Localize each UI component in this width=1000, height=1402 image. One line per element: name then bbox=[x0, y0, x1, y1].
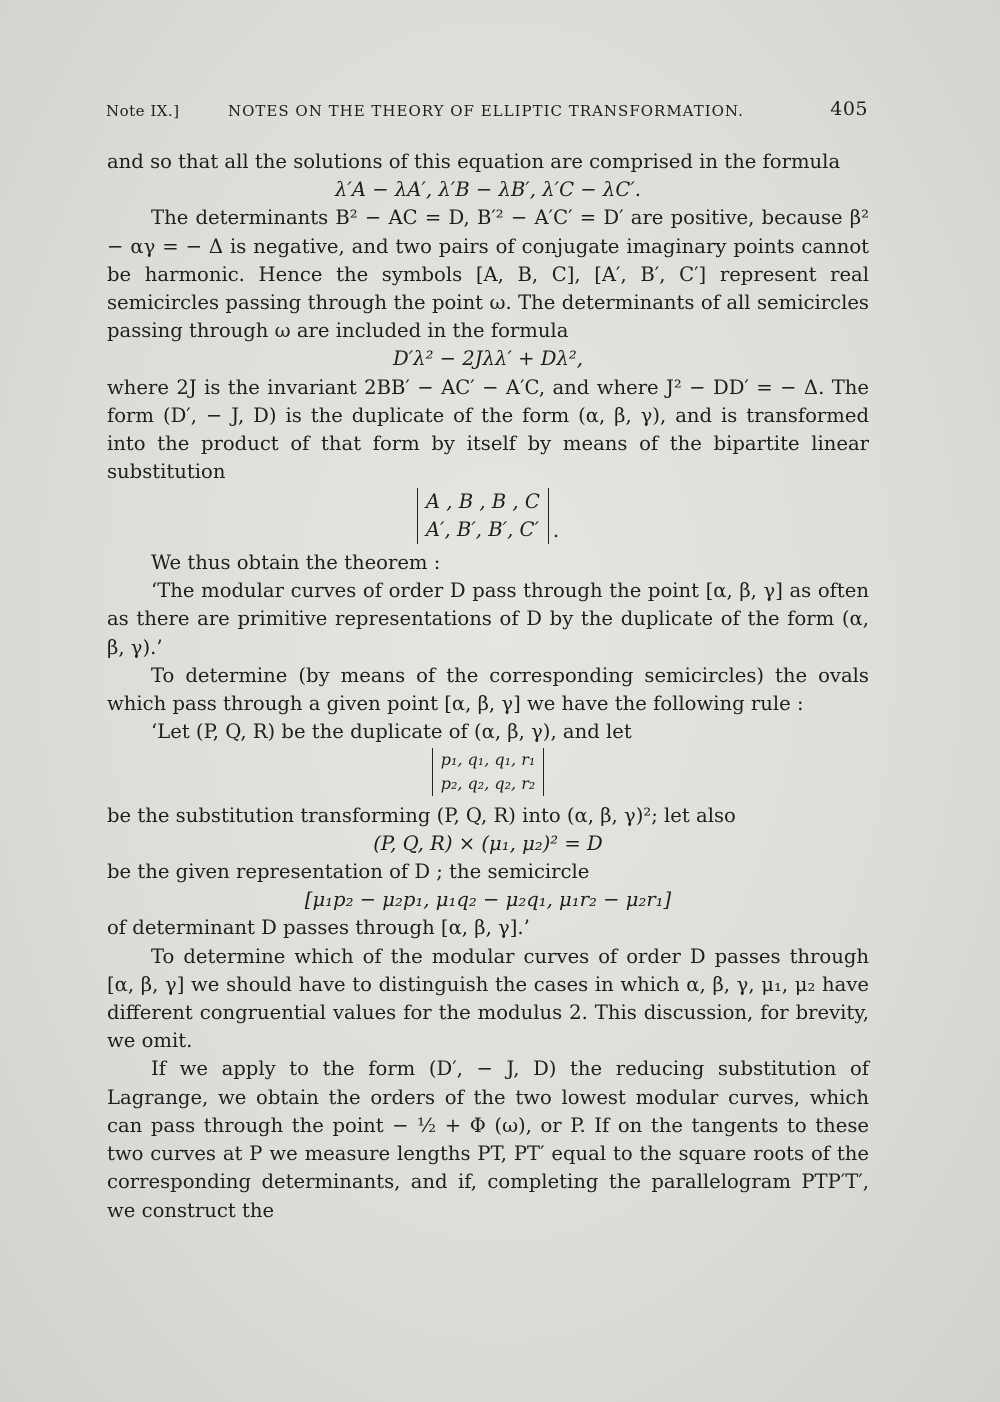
paragraph: To determine (by means of the corresponding semicircles) the ovals which pass through a given point [α, β, γ] we have the following rule : bbox=[107, 663, 869, 716]
page-body bbox=[107, 148, 869, 1225]
matrix-period: . bbox=[552, 518, 560, 542]
theorem: ‘The modular curves of order D pass through the point [α, β, γ] as often as there are primitive representations of D by the duplicate of the form (α, β, γ).’ bbox=[107, 579, 869, 659]
substitution-matrix-2 bbox=[107, 748, 869, 797]
substitution-matrix-1 bbox=[107, 488, 869, 545]
formula-4: [μ₁p₂ − μ₂p₁, μ₁q₂ − μ₂q₁, μ₁r₂ − μ₂r₁] bbox=[304, 888, 672, 912]
running-title: NOTES ON THE THEORY OF ELLIPTIC TRANSFORMATION. bbox=[228, 102, 744, 120]
paragraph: of determinant D passes through [α, β, γ].’ bbox=[107, 916, 530, 940]
matrix-bracket bbox=[417, 488, 549, 544]
paragraph: The determinants B² − AC = D, B′² − A′C′ = D′ are positive, because β² − αγ = − Δ is negative, and two pairs of conjugate imaginary points cannot be harmonic. Hence the symbols [A, B, C], [A′, B′, C′] represent real semicircles passing through the point ω. The determinants of all semicircles passing through ω are included in the formula bbox=[107, 206, 869, 343]
running-head bbox=[106, 100, 868, 126]
paragraph: and so that all the solutions of this equation are comprised in the formula bbox=[107, 150, 841, 173]
paragraph: be the given representation of D ; the semicircle bbox=[107, 860, 590, 884]
matrix-bracket bbox=[432, 748, 545, 796]
matrix-row: p₁, q₁, q₁, r₁ bbox=[440, 750, 536, 770]
paragraph: We thus obtain the theorem : bbox=[151, 551, 441, 575]
note-label: Note IX.] bbox=[106, 102, 180, 120]
paragraph: be the substitution transforming (P, Q, R) into (α, β, γ)²; let also bbox=[107, 803, 736, 827]
page-number: 405 bbox=[830, 98, 868, 120]
paragraph: To determine which of the modular curves of order D passes through [α, β, γ] we should have to distinguish the cases in which α, β, γ, μ₁, μ₂ have different congruential values for the modulus 2. This discussion, for brevity, we omit. bbox=[107, 944, 869, 1053]
formula-1: λ′A − λA′, λ′B − λB′, λ′C − λC′. bbox=[334, 178, 642, 202]
matrix-row: A , B , B , C bbox=[425, 490, 540, 514]
formula-2: D′λ² − 2Jλλ′ + Dλ², bbox=[393, 347, 583, 371]
paragraph: ‘Let (P, Q, R) be the duplicate of (α, β, γ), and let bbox=[151, 720, 632, 744]
paragraph: where 2J is the invariant 2BB′ − AC′ − A′C, and where J² − DD′ = − Δ. The form (D′, − J, D) is the duplicate of the form (α, β, γ), and is transformed into the product of that form by itself by means of the bipartite linear substitution bbox=[107, 375, 869, 484]
paragraph: If we apply to the form (D′, − J, D) the reducing substitution of Lagrange, we obtain the orders of the two lowest modular curves, which can pass through the point − ½ + Φ (ω), or P. If on the tangents to these two curves at P we measure lengths PT, PT′ equal to the square roots of the corresponding determinants, and if, completing the parallelogram PTP′T′, we construct the bbox=[107, 1057, 869, 1222]
matrix-row: p₂, q₂, q₂, r₂ bbox=[440, 774, 536, 794]
matrix-row: A′, B′, B′, C′ bbox=[425, 518, 539, 542]
formula-3: (P, Q, R) × (μ₁, μ₂)² = D bbox=[373, 831, 603, 855]
